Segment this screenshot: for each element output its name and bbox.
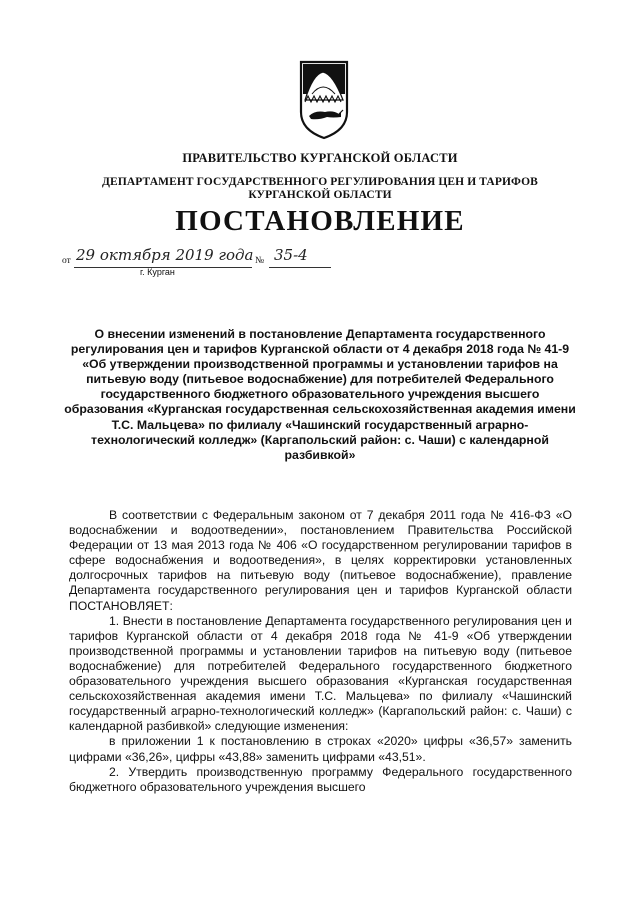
department-title-line1: ДЕПАРТАМЕНТ ГОСУДАРСТВЕННОГО РЕГУЛИРОВАНИЯ ЦЕН И ТАРИФОВ [102, 176, 538, 188]
document-subject: О внесении изменений в постановление Департамента государственного регулирования цен и тарифов Курганской области от 4 декабря 2018 года № 41-9 «Об утверждении производственной программы и установлении тарифов на питьевую воду (питьевое водоснабжение) для потребителей Федерального государственного бюджетного образовательного учреждения высшего образования «Курганская государственная сельскохозяйственная академия имени Т.С. Мальцева» по филиалу «Чашинский государственный аграрно-технологический колледж» (Каргапольский район: с. Чаши) с календарной разбивкой» [64, 327, 576, 462]
amendment-paragraph: в приложении 1 к постановлению в строках «2020» цифры «36,57» заменить цифрами «36,26», цифры «43,88» заменить цифрами «43,51». [69, 734, 572, 764]
document-type-title: ПОСТАНОВЛЕНИЕ [175, 205, 465, 237]
city-label: г. Курган [140, 267, 175, 277]
document-body [69, 508, 572, 795]
handwritten-number: 35-4 [274, 246, 308, 264]
government-title: ПРАВИТЕЛЬСТВО КУРГАНСКОЙ ОБЛАСТИ [182, 151, 458, 165]
number-label: № [255, 256, 265, 266]
preamble-paragraph: В соответствии с Федеральным законом от 7 декабря 2011 года № 416-ФЗ «О водоснабжении и водоотведении», постановлением Правительства Российской Федерации от 13 мая 2013 года № 406 «О государственном регулировании тарифов в сфере водоснабжения и водоотведения», в целях корректировки установленных долгосрочных тарифов на питьевую воду (питьевое водоснабжение), правление Департамента государственного регулирования цен и тарифов Курганской области ПОСТАНОВЛЯЕТ: [69, 508, 572, 613]
handwritten-date: 29 октября 2019 года [76, 246, 254, 264]
coat-of-arms-emblem [299, 60, 349, 140]
number-underline [269, 267, 331, 268]
date-number-line [62, 246, 362, 270]
department-title-line2: КУРГАНСКОЙ ОБЛАСТИ [248, 189, 392, 201]
clause-2-paragraph: 2. Утвердить производственную программу Федерального государственного бюджетного образовательного учреждения высшего [69, 764, 572, 794]
clause-1-paragraph: 1. Внести в постановление Департамента государственного регулирования цен и тарифов Курганской области от 4 декабря 2018 года № 41-9 «Об утверждении производственной программы и установлении тарифов на питьевую воду (питьевое водоснабжение) для потребителей Федерального государственного бюджетного образовательного учреждения высшего образования «Курганская государственная сельскохозяйственная академия имени Т.С. Мальцева» по филиалу «Чашинский государственный аграрно-технологический колледж» (Каргапольский район: с. Чаши) с календарной разбивкой» следующие изменения: [69, 613, 572, 734]
date-from-label: от [62, 256, 71, 266]
